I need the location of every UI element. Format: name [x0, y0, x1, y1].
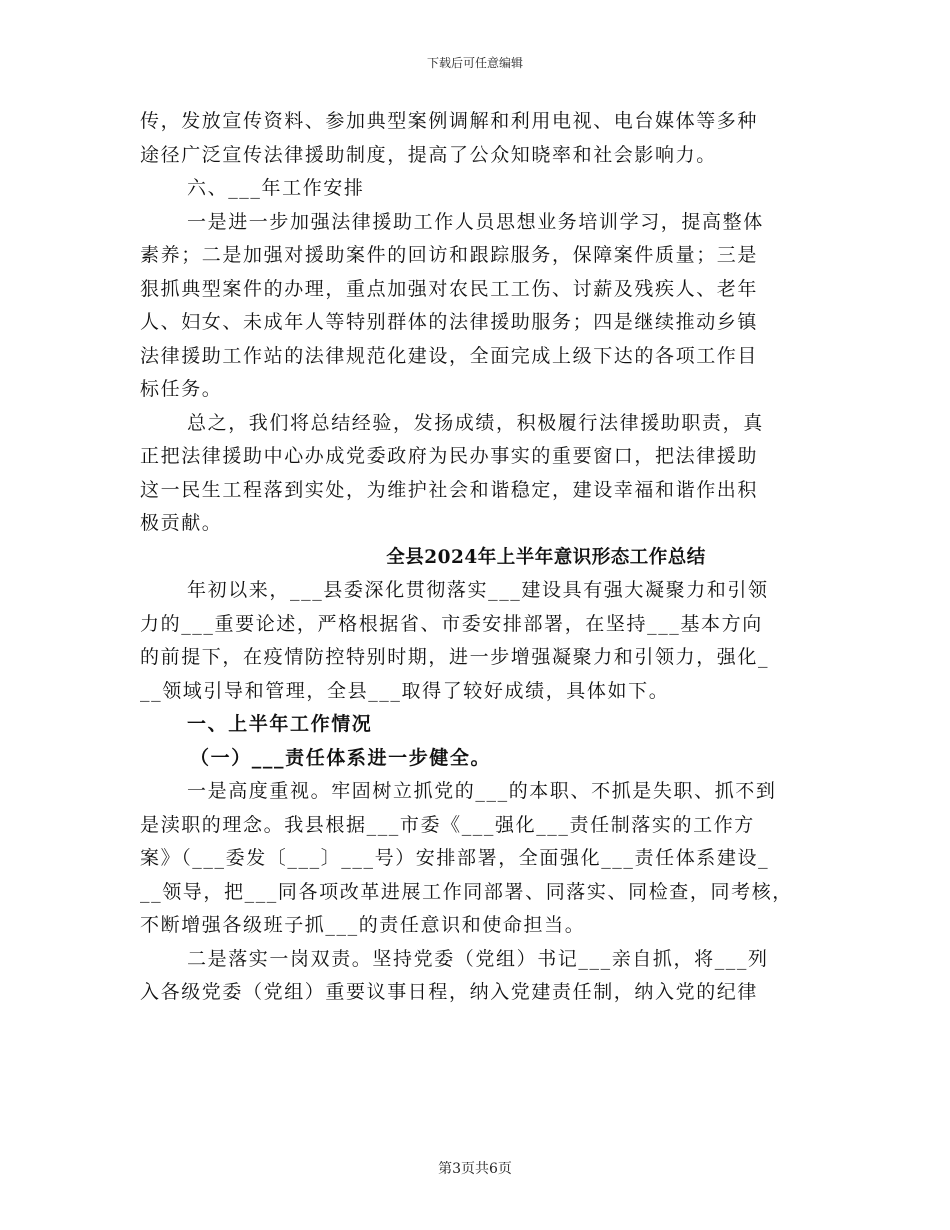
paragraph-line: 年初以来，___县委深化贯彻落实___建设具有强大凝聚力和引领 [187, 579, 769, 601]
paragraph-line: 途径广泛宣传法律援助制度，提高了公众知晓率和社会影响力。 [140, 143, 717, 166]
document-body [140, 105, 812, 1010]
page-footer: 第3页共6页 [438, 1161, 512, 1177]
paragraph-line: 案》（___委发〔___〕___号）安排部署，全面强化___责任体系建设_ [140, 847, 770, 869]
paragraph-line: 二是落实一岗双责。坚持党委（党组）书记___亲自抓，将___列 [187, 947, 769, 970]
page-header: 下载后可任意编辑 [426, 56, 523, 70]
paragraph-line: 入各级党委（党组）重要议事日程，纳入党建责任制，纳入党的纪律 [140, 981, 759, 1003]
document-title: 全县2024年上半年意识形态工作总结 [386, 546, 706, 568]
paragraph-line: 力的___重要论述，严格根据省、市委安排部署，在坚持___基本方向 [140, 612, 763, 635]
paragraph-line: 总之，我们将总结经验，发扬成绩，积极履行法律援助职责，真 [187, 411, 764, 434]
paragraph-line: 人、妇女、未成年人等特别群体的法律援助服务；四是继续推动乡镇 [140, 311, 759, 333]
paragraph-line: 正把法律援助中心办成党委政府为民办事实的重要窗口，把法律援助 [140, 445, 759, 467]
paragraph-line: 极贡献。 [140, 512, 223, 534]
paragraph-line: 素养；二是加强对援助案件的回访和跟踪服务，保障案件质量；三是 [140, 244, 759, 266]
paragraph-line: 的前提下，在疫情防控特别时期，进一步增强凝聚力和引领力，强化_ [140, 646, 770, 668]
paragraph-line: 传，发放宣传资料、参加典型案例调解和利用电视、电台媒体等多种 [140, 110, 759, 132]
paragraph-line: __领域引导和管理，全县___取得了较好成绩，具体如下。 [140, 679, 670, 702]
paragraph-line: 狠抓典型案件的办理，重点加强对农民工工伤、讨薪及残疾人、老年 [140, 277, 759, 300]
paragraph-line: 这一民生工程落到实处，为维护社会和谐稳定，建设幸福和谐作出积 [140, 478, 759, 501]
paragraph-line: 一是进一步加强法律援助工作人员思想业务培训学习，提高整体 [187, 210, 764, 233]
section-heading: 六、___年工作安排 [187, 177, 365, 199]
paragraph-line: 一是高度重视。牢固树立抓党的___的本职、不抓是失职、抓不到 [187, 780, 777, 802]
paragraph-line: 不断增强各级班子抓___的责任意识和使命担当。 [140, 914, 586, 936]
paragraph-line: 标任务。 [140, 378, 223, 400]
paragraph-line: 是渎职的理念。我县根据___市委《___强化___责任制落实的工作方 [140, 813, 755, 836]
section-heading: 一、上半年工作情况 [187, 713, 373, 735]
paragraph-line: __领导，把___同各项改革进展工作同部署、同落实、同检查，同考核， [140, 880, 793, 903]
subsection-heading: （一）___责任体系进一步健全。 [190, 746, 492, 769]
paragraph-line: 法律援助工作站的法律规范化建设，全面完成上级下达的各项工作目 [140, 344, 759, 367]
